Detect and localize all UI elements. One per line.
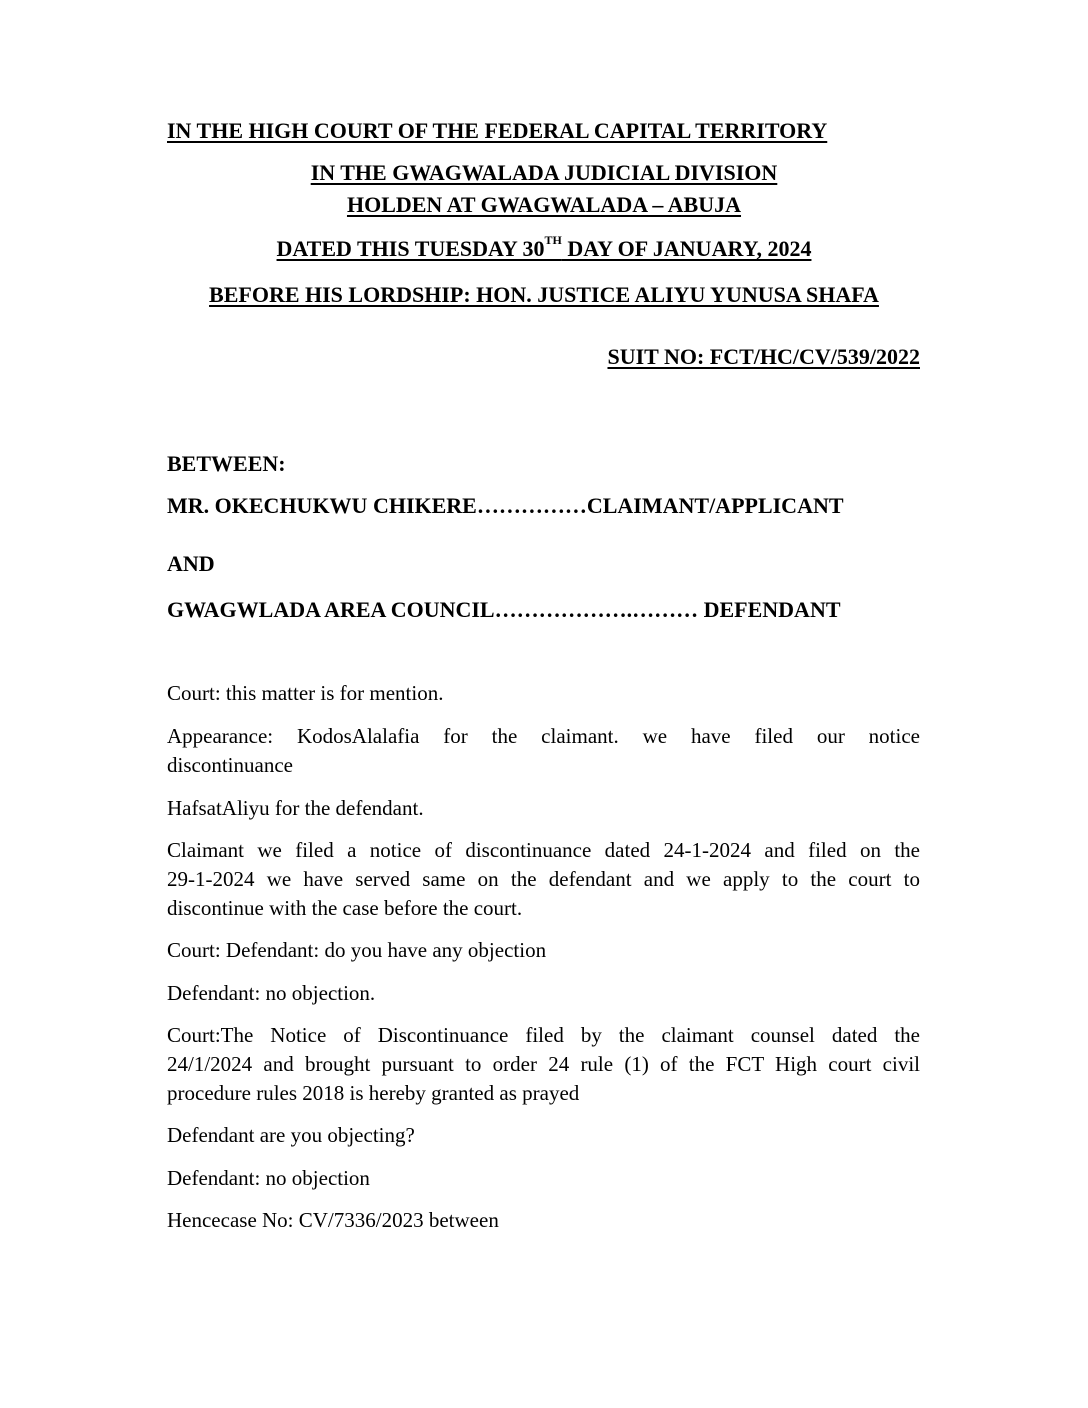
claimant-line: MR. OKECHUKWU CHIKERE……………CLAIMANT/APPLICANT: [167, 493, 844, 518]
proceeding-claimant-line-1: Claimant we filed a notice of discontinuance dated 24-1-2024 and filed on the: [167, 838, 920, 862]
date-prefix: DATED THIS TUESDAY 30: [276, 236, 545, 261]
proceeding-claimant-line-2: 29-1-2024 we have served same on the defendant and we apply to the court to: [167, 867, 920, 891]
division-title: IN THE GWAGWALADA JUDICIAL DIVISION: [310, 160, 778, 185]
before-line: BEFORE HIS LORDSHIP: HON. JUSTICE ALIYU YUNUSA SHAFA: [209, 282, 879, 307]
date-suffix: DAY OF JANUARY, 2024: [561, 236, 812, 261]
proceeding-ruling-line-3: procedure rules 2018 is hereby granted as prayed: [167, 1081, 580, 1105]
date-superscript: TH: [544, 233, 562, 247]
proceeding-claimant-line-3: discontinue with the case before the court.: [167, 896, 523, 920]
holden-line: HOLDEN AT GWAGWALADA – ABUJA: [346, 192, 742, 217]
proceeding-case-number: Hencecase No: CV/7336/2023 between: [167, 1208, 499, 1232]
proceeding-court-question: Court: Defendant: do you have any objection: [167, 938, 547, 962]
defendant-line: GWAGWLADA AREA COUNCIL……………….……… DEFENDANT: [167, 597, 841, 622]
proceeding-defendant-counsel: HafsatAliyu for the defendant.: [167, 796, 424, 820]
proceeding-objecting-question: Defendant are you objecting?: [167, 1123, 415, 1147]
proceeding-no-objection-2: Defendant: no objection: [167, 1166, 370, 1190]
proceeding-appearance-line-1: Appearance: KodosAlalafia for the claimant. we have filed our notice: [167, 724, 920, 748]
and-label: AND: [167, 551, 215, 576]
proceeding-ruling-line-2: 24/1/2024 and brought pursuant to order 24 rule (1) of the FCT High court civil: [167, 1052, 920, 1076]
suit-number: SUIT NO: FCT/HC/CV/539/2022: [607, 344, 920, 369]
court-title: IN THE HIGH COURT OF THE FEDERAL CAPITAL TERRITORY: [167, 118, 828, 143]
between-label: BETWEEN:: [167, 451, 286, 476]
proceeding-no-objection-1: Defendant: no objection.: [167, 981, 376, 1005]
proceeding-appearance-line-2: discontinuance: [167, 753, 293, 777]
date-line: [0, 233, 1088, 262]
proceeding-mention: Court: this matter is for mention.: [167, 681, 444, 705]
proceeding-ruling-line-1: Court:The Notice of Discontinuance filed by the claimant counsel dated the: [167, 1023, 920, 1047]
